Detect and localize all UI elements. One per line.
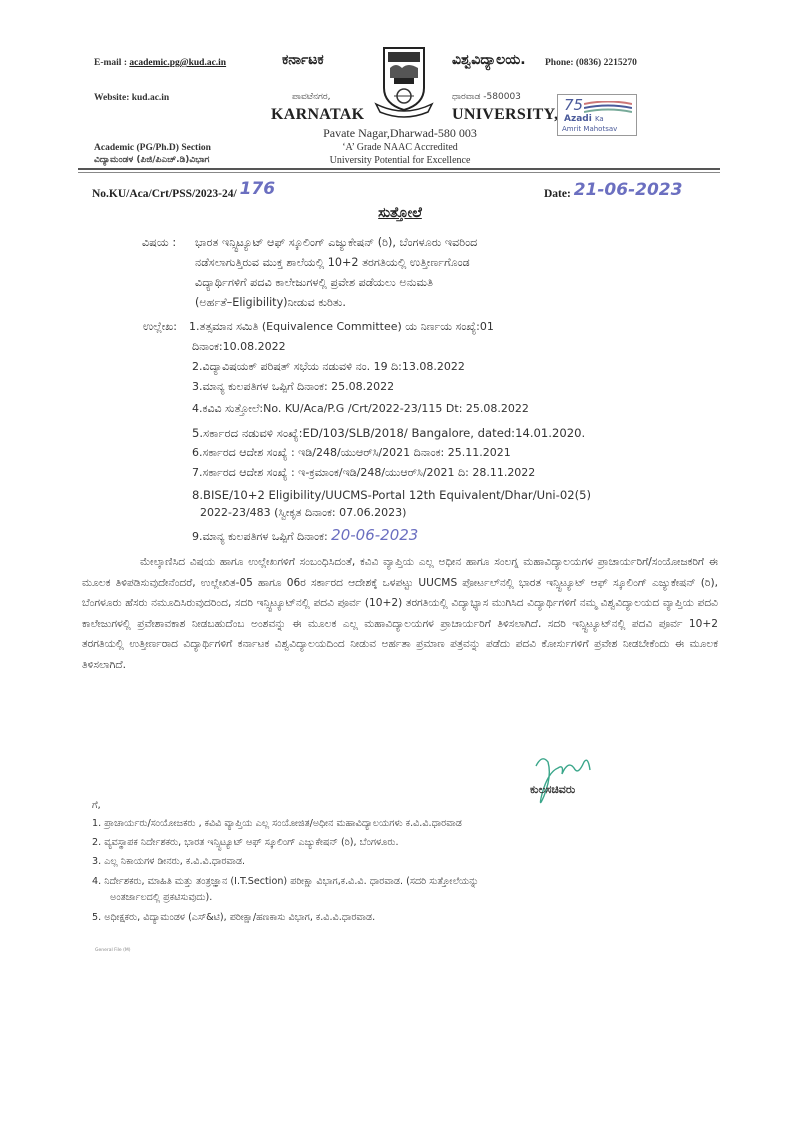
reference-item-4: 4.ಕವಿವಿ ಸುತ್ತೋಲೆ:No. KU/Aca/P.G /Crt/2022-23/115 Dt: 25.08.2022: [192, 402, 529, 415]
reference-item-5: 5.ಸರ್ಕಾರದ ನಡುವಳಿ ಸಂಖ್ಯೆ:ED/103/SLB/2018/ Bangalore, dated:14.01.2020.: [192, 426, 586, 440]
flag-stripes-icon: [584, 101, 632, 115]
signature-icon: [528, 752, 608, 812]
reference-item-9-text: 9.ಮಾನ್ಯ ಕುಲಪತಿಗಳ ಒಪ್ಪಿಗೆ ದಿನಾಂಕ:: [192, 530, 328, 543]
university-name-en-right: UNIVERSITY,: [452, 106, 559, 123]
naac-grade: ‘A’ Grade NAAC Accredited: [342, 142, 458, 153]
subject-line: ವಿದ್ಯಾರ್ಥಿಗಳಿಗೆ ಪದವಿ ಕಾಲೇಜುಗಳಲ್ಲಿ ಪ್ರವೇಶ ಪಡೆಯಲು ಅನುಮತಿ: [195, 276, 434, 289]
cc-label: ಗೆ,: [92, 800, 101, 811]
reference-item-8-cont: 2022-23/483 (ಸ್ವೀಕೃತ ದಿನಾಂಕ: 07.06.2023): [200, 506, 407, 519]
logo-ka: Ka: [594, 115, 604, 123]
circular-title: ಸುತ್ತೋಲೆ: [378, 205, 422, 221]
place-kn-left: ಪಾವಟೆನಗರ,: [292, 92, 331, 102]
upe-tagline: University Potential for Excellence: [329, 155, 471, 166]
university-crest-icon: [374, 44, 434, 120]
signatory-designation: ಕುಲಸಚಿವರು: [530, 783, 576, 796]
subject-label: ವಿಷಯ :: [142, 236, 177, 249]
header-divider-thin: [78, 172, 720, 173]
university-name-kn-right: ವಿಶ್ವವಿದ್ಯಾಲಯ.: [452, 52, 526, 68]
subject-line: ಭಾರತ ಇನ್ಸ್ಟಿಟ್ಯೂಟ್ ಆಫ್ ಸ್ಕೂಲಿಂಗ್ ಎಜ್ಯುಕೇಷನ್ (ರಿ), ಬೆಂಗಳೂರು ಇವರಿಂದ: [195, 236, 478, 249]
university-name-en-left: KARNATAK: [271, 106, 365, 123]
subject-block: [195, 233, 477, 313]
logo-azadi: Azadi: [564, 114, 592, 124]
cc-item-5: 5. ಅಧೀಕ್ಷಕರು, ವಿದ್ಯಾಮಂಡಳ (ಎಸ್&ಟಿ), ಪರೀಕ್ಷಾ/ಹಣಕಾಸು ವಿಭಾಗ, ಕ.ವಿ.ವಿ.ಧಾರವಾಡ.: [92, 912, 376, 923]
reference-item-9: [192, 526, 418, 544]
azadi-ka-amrit-mahotsav-logo: [557, 94, 637, 136]
subject-line: ನಡೆಸಲಾಗುತ್ತಿರುವ ಮುಕ್ತ ಶಾಲೆಯಲ್ಲಿ 10+2 ತರಗತಿಯಲ್ಲಿ ಉತ್ತೀರ್ಣಗೊಂಡ: [195, 256, 470, 269]
reference-number: [92, 179, 276, 202]
cc-item-4-cont: ಅಂತರ್ಜಾಲದಲ್ಲಿ ಪ್ರಕಟಿಸುವುದು).: [110, 892, 213, 903]
website: Website: kud.ac.in: [94, 93, 170, 103]
logo-amrit-mahotsav: Amrit Mahotsav: [562, 125, 618, 133]
reference-item-7: 7.ಸರ್ಕಾರದ ಆದೇಶ ಸಂಖ್ಯೆ : ಇ-ಕ್ರಮಾಂಕ/ಇಡಿ/248/ಯುಆರ್‌ಸಿ/2021 ದಿ: 28.11.2022: [192, 466, 536, 479]
subject-line: (ಅರ್ಹತೆ–Eligibility)ನೀಡುವ ಕುರಿತು.: [195, 296, 346, 309]
email-line: [94, 58, 226, 68]
file-tag: General File (M): [95, 948, 131, 953]
reference-item-1: 1.ತತ್ಸಮಾನ ಸಮಿತಿ (Equivalence Committee) ಯ ನಿರ್ಣಯ ಸಂಖ್ಯೆ:01: [189, 320, 494, 333]
university-name-kn-left: ಕರ್ನಾಟಕ: [282, 52, 324, 68]
email-link[interactable]: academic.pg@kud.ac.in: [129, 58, 227, 68]
header-divider: [78, 168, 720, 170]
date: [544, 182, 682, 202]
date-label: Date:: [544, 188, 571, 200]
date-handwritten: 21-06-2023: [573, 180, 683, 200]
reference-number-handwritten: 176: [239, 179, 276, 199]
cc-item-2: 2. ವ್ಯವಸ್ಥಾಪಕ ನಿರ್ದೇಶಕರು, ಭಾರತ ಇನ್ಸ್ಟಿಟ್ಯೂಟ್ ಆಫ್ ಸ್ಕೂಲಿಂಗ್ ಎಜ್ಯುಕೇಷನ್ (ರಿ), ಬೆಂಗಳೂರು.: [92, 837, 399, 848]
place-kn-right: ಧಾರವಾಡ -580003: [452, 92, 521, 102]
email-label: E-mail :: [94, 58, 130, 68]
section-kn: ವಿದ್ಯಾಮಂಡಳ (ಪಿಜಿ/ಪಿಎಚ್.ಡಿ)ವಿಭಾಗ: [94, 155, 210, 165]
reference-item-9-handwritten-date: 20-06-2023: [331, 526, 419, 544]
phone: Phone: (0836) 2215270: [545, 58, 637, 68]
reference-item-1-date: ದಿನಾಂಕ:10.08.2022: [192, 340, 286, 353]
logo-75: 75: [564, 96, 584, 114]
address: Pavate Nagar,Dharwad-580 003: [323, 126, 477, 140]
reference-item-6: 6.ಸರ್ಕಾರದ ಆದೇಶ ಸಂಖ್ಯೆ : ಇಡಿ/248/ಯುಆರ್‌ಸಿ/2021 ದಿನಾಂಕ: 25.11.2021: [192, 446, 511, 459]
section-en: Academic (PG/Ph.D) Section: [94, 143, 211, 153]
body-paragraph: ಮೇಲ್ಕಾಣಿಸಿದ ವಿಷಯ ಹಾಗೂ ಉಲ್ಲೇಖಗಳಿಗೆ ಸಂಬಂಧಿಸಿದಂತೆ, ಕವಿವಿ ವ್ಯಾಪ್ತಿಯ ಎಲ್ಲ ಅಧೀನ ಹಾಗೂ ಸಂಲಗ್ನ ಮಹಾವಿದ್ಯಾಲಯಗಳ ಪ್ರಾಚಾರ್ಯರಿಗೆ/ಸಂಯೋಜಕರಿಗೆ ಈ ಮೂಲಕ ತಿಳಿಪಡಿಸುವುದೇನೆಂದರೆ, ಉಲ್ಲೇಖಿತ-05 ಹಾಗೂ 06ರ ಸರ್ಕಾರದ ಆದೇಶಕ್ಕೆ ಒಳಪಟ್ಟು UUCMS ಪೋರ್ಟಲ್‌ನಲ್ಲಿ ಭಾರತ ಇನ್ಸ್ಟಿಟ್ಯೂಟ್ ಆಫ್ ಸ್ಕೂಲಿಂಗ್ ಎಜ್ಯುಕೇಷನ್ (ರಿ), ಬೆಂಗಳೂರು ಹೆಸರು ನಮೂದಿಸಿರುವುದರಿಂದ, ಸದರಿ ಇನ್ಸ್ಟಿಟ್ಯೂಟ್‌ನಲ್ಲಿ ಪದವಿ ಪೂರ್ವ (10+2) ತರಗತಿಯಲ್ಲಿ ವಿದ್ಯಾಭ್ಯಾಸ ಮುಗಿಸಿದ ವಿದ್ಯಾರ್ಥಿಗಳಿಗೆ ನಮ್ಮ ವಿಶ್ವವಿದ್ಯಾಲಯದ ವ್ಯಾಪ್ತಿಯ ಪದವಿ ಕಾಲೇಜುಗಳಲ್ಲಿ ಪ್ರವೇಶಾವಕಾಶ ನೀಡಬಹುದೆಂಬ ಅಂಶವನ್ನು ಈ ಮೂಲಕ ಎಲ್ಲ ಮಹಾವಿದ್ಯಾಲಯಗಳ ಪ್ರಾಚಾರ್ಯರಿಗೆ ತಿಳಿಸಲಾಗಿದೆ. ಸದರಿ ಇನ್ಸ್ಟಿಟ್ಯೂಟ್‌ನಲ್ಲಿ ಪದವಿ ಪೂರ್ವ 10+2 ತರಗತಿಯಲ್ಲಿ ಉತ್ತೀರ್ಣರಾದ ವಿದ್ಯಾರ್ಥಿಗಳಿಗೆ ಕರ್ನಾಟಕ ವಿಶ್ವವಿದ್ಯಾಲಯದಿಂದ ನೀಡುವ ಅರ್ಹತಾ ಪ್ರಮಾಣ ಪತ್ರವನ್ನು ಪಡೆದು ಪದವಿ ಕೋರ್ಸುಗಳಿಗೆ ಪ್ರವೇಶ ನೀಡಬೇಕೆಂದು ಈ ಮೂಲಕ ತಿಳಿಸಲಾಗಿದೆ.: [82, 556, 718, 671]
cc-item-1: 1. ಪ್ರಾಚಾರ್ಯರು/ಸಂಯೋಜಕರು , ಕವಿವಿ ವ್ಯಾಪ್ತಿಯ ಎಲ್ಲ ಸಂಯೋಜಿತ/ಅಧೀನ ಮಹಾವಿದ್ಯಾಲಯಗಳು ಕ.ವಿ.ವಿ.ಧಾರವಾಡ: [92, 818, 462, 829]
references-label: ಉಲ್ಲೇಖ:: [143, 320, 177, 333]
reference-item-8: 8.BISE/10+2 Eligibility/UUCMS-Portal 12th Equivalent/Dhar/Uni-02(5): [192, 488, 592, 502]
reference-number-printed: No.KU/Aca/Crt/PSS/2023-24/: [92, 188, 237, 200]
cc-item-4: 4. ನಿರ್ದೇಶಕರು, ಮಾಹಿತಿ ಮತ್ತು ತಂತ್ರಜ್ಞಾನ (I.T.Section) ಪರೀಕ್ಷಾ ವಿಭಾಗ,ಕ.ವಿ.ವಿ. ಧಾರವಾಡ. (ಸದರಿ ಸುತ್ತೋಲೆಯನ್ನು: [92, 876, 479, 887]
reference-item-3: 3.ಮಾನ್ಯ ಕುಲಪತಿಗಳ ಒಪ್ಪಿಗೆ ದಿನಾಂಕ: 25.08.2022: [192, 380, 395, 393]
reference-item-2: 2.ವಿದ್ಯಾವಿಷಯಕ್ ಪರಿಷತ್ ಸಭೆಯ ನಡುವಳಿ ನಂ. 19 ದಿ:13.08.2022: [192, 360, 465, 373]
cc-item-3: 3. ಎಲ್ಲ ನಿಕಾಯಗಳ ಡೀನರು, ಕ.ವಿ.ವಿ.ಧಾರವಾಡ.: [92, 856, 246, 867]
